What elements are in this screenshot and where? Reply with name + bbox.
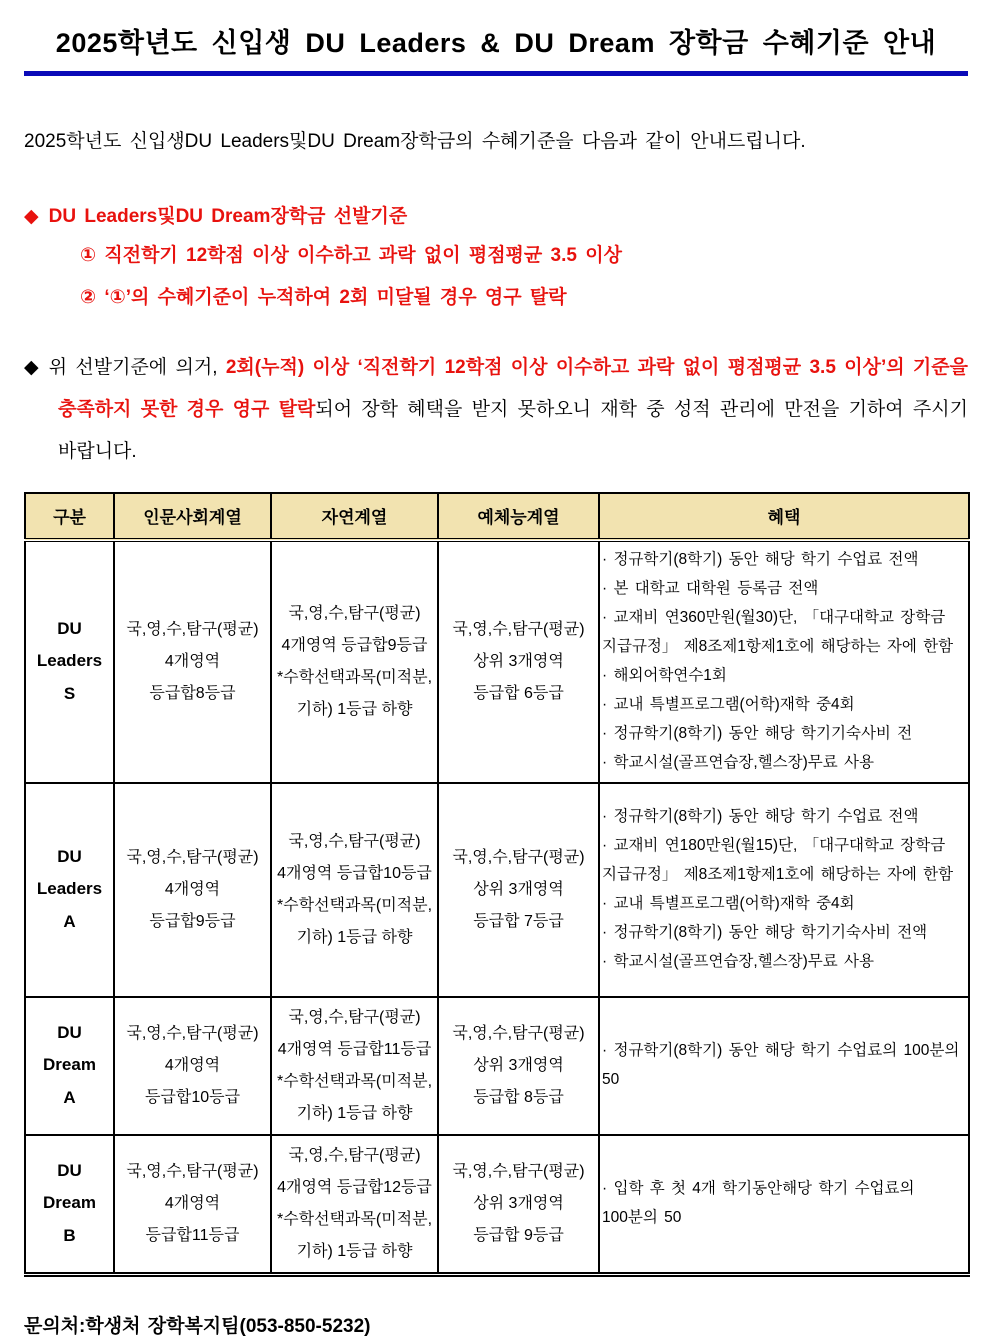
benefit-item: · 본 대학교 대학원 등록금 전액 (602, 579, 819, 597)
cell-line: 4개영역 (164, 880, 221, 898)
criteria-item: ① 직전학기 12학점 이상 이수하고 과락 없이 평점평균 3.5 이상 (80, 245, 622, 267)
cell-line: B (63, 1225, 76, 1245)
benefits-cell (599, 997, 969, 1135)
cell-line: 4개영역 (164, 1194, 221, 1212)
cell-line: DU (57, 847, 82, 867)
natural-sciences-cell (271, 783, 438, 997)
arts-cell (438, 1135, 599, 1275)
arts-cell (438, 540, 599, 783)
benefit-item: · 해외어학연수1회 (602, 666, 727, 684)
cell-line: 4개영역 등급합11등급 (277, 1040, 432, 1058)
cell-line: 등급합8등급 (149, 684, 236, 702)
table-header-row (25, 493, 969, 540)
cell-line: *수학선택과목(미적분, (276, 668, 433, 686)
benefit-item: · 정규학기(8학기) 동안 해당 학기기숙사비 전액 (602, 923, 928, 941)
arts-cell (438, 997, 599, 1135)
natural-sciences-cell (271, 1135, 438, 1275)
cell-line: 기하) 1등급 하향 (296, 928, 413, 946)
benefit-item: · 정규학기(8학기) 동안 해당 학기 수업료의 100분의 50 (602, 1041, 960, 1088)
cell-line: 국,영,수,탐구(평균) (288, 832, 421, 850)
notice-red-text: 2회(누적) 이상 ‘직전학기 12학점 이상 이수하고 과락 없이 평점평균 3.5 이상’의 기준을 충족하지 못한 경우 영구 탈락 (58, 357, 968, 421)
row-name-cell (25, 997, 114, 1135)
cell-line: 국,영,수,탐구(평균) (452, 1162, 585, 1180)
criteria-item: ② ‘①’의 수혜기준이 누적하여 2회 미달될 경우 영구 탈락 (80, 286, 567, 308)
selection-criteria-heading (24, 201, 968, 228)
cell-line: 등급합 8등급 (473, 1088, 564, 1106)
cell-line: 국,영,수,탐구(평균) (288, 1008, 421, 1026)
cell-line: Dream (43, 1055, 96, 1075)
table-header-cell: 예체능계열 (438, 493, 599, 540)
cell-line: 등급합10등급 (144, 1088, 241, 1106)
benefit-item: · 입학 후 첫 4개 학기동안해당 학기 수업료의 100분의 50 (602, 1179, 915, 1226)
benefit-item: · 정규학기(8학기) 동안 해당 학기 수업료 전액 (602, 550, 919, 568)
cell-line: *수학선택과목(미적분, (276, 1210, 433, 1228)
cell-line: 상위 3개영역 (473, 1194, 564, 1212)
cell-line: 4개영역 등급합10등급 (277, 864, 432, 882)
cell-line: 상위 3개영역 (473, 880, 564, 898)
cell-line: 등급합 7등급 (473, 912, 564, 930)
cell-line: 기하) 1등급 하향 (296, 1242, 413, 1260)
title-underline (24, 71, 968, 76)
table-header-cell: 혜택 (599, 493, 969, 540)
cell-line: 상위 3개영역 (473, 652, 564, 670)
natural-sciences-cell (271, 997, 438, 1135)
notice-tail: 되어 장학 혜택을 받지 못하오니 재학 중 성적 관리에 만전을 기하여 주시기 바랍니다. (58, 399, 968, 462)
benefits-cell (599, 1135, 969, 1275)
cell-line: *수학선택과목(미적분, (276, 896, 433, 914)
benefit-item: · 교재비 연360만원(월30)단, 「대구대학교 장학금 지급규정」 제8조제1항제1호에 해당하는 자에 한함 (602, 608, 954, 655)
cell-line: 국,영,수,탐구(평균) (126, 848, 259, 866)
benefit-item: · 교내 특별프로그램(어학)재학 중4회 (602, 695, 855, 713)
notice-paragraph (24, 347, 968, 472)
selection-criteria-items (24, 243, 968, 311)
humanities-cell (114, 783, 271, 997)
benefits-cell (599, 540, 969, 783)
cell-line: 국,영,수,탐구(평균) (452, 848, 585, 866)
humanities-cell (114, 540, 271, 783)
table-row (25, 1135, 969, 1275)
cell-line: 4개영역 (164, 1056, 221, 1074)
notice-lead: 위 선발기준에 의거, (48, 357, 226, 379)
cell-line: 국,영,수,탐구(평균) (126, 620, 259, 638)
cell-line: 등급합9등급 (149, 912, 236, 930)
cell-line: 국,영,수,탐구(평균) (126, 1162, 259, 1180)
row-name-cell (25, 1135, 114, 1275)
table-header-cell: 자연계열 (271, 493, 438, 540)
cell-line: 국,영,수,탐구(평균) (452, 1024, 585, 1042)
arts-cell (438, 783, 599, 997)
cell-line: Leaders (36, 651, 103, 671)
cell-line: 4개영역 등급합9등급 (281, 636, 428, 654)
natural-sciences-cell (271, 540, 438, 783)
benefit-item: · 정규학기(8학기) 동안 해당 학기기숙사비 전 (602, 724, 913, 742)
table-header-cell: 인문사회계열 (114, 493, 271, 540)
cell-line: 상위 3개영역 (473, 1056, 564, 1074)
humanities-cell (114, 997, 271, 1135)
cell-line: Leaders (36, 879, 103, 899)
humanities-cell (114, 1135, 271, 1275)
row-name-cell (25, 540, 114, 783)
cell-line: 등급합11등급 (145, 1226, 240, 1244)
cell-line: A (63, 1087, 76, 1107)
table-header-cell: 구분 (25, 493, 114, 540)
benefit-item: · 학교시설(골프연습장,헬스장)무료 사용 (602, 952, 874, 970)
benefit-item: · 교내 특별프로그램(어학)재학 중4회 (602, 894, 855, 912)
cell-line: DU (57, 1161, 82, 1181)
cell-line: Dream (43, 1193, 96, 1213)
cell-line: DU (57, 619, 82, 639)
cell-line: 국,영,수,탐구(평균) (288, 1146, 421, 1164)
cell-line: 등급합 6등급 (473, 684, 564, 702)
cell-line: 국,영,수,탐구(평균) (288, 604, 421, 622)
table-row (25, 540, 969, 783)
page-title: 2025학년도 신입생 DU Leaders & DU Dream 장학금 수혜기준 안내 (55, 28, 937, 58)
scholarship-table (24, 492, 970, 1277)
intro-paragraph: 2025학년도 신입생DU Leaders및DU Dream장학금의 수혜기준을 다음과 같이 안내드립니다. (24, 131, 806, 153)
red-diamond-icon: ◆ (24, 206, 39, 228)
benefit-item: · 학교시설(골프연습장,헬스장)무료 사용 (602, 753, 874, 771)
cell-line: 등급합 9등급 (473, 1226, 564, 1244)
cell-line: 기하) 1등급 하향 (296, 1104, 413, 1122)
cell-line: *수학선택과목(미적분, (276, 1072, 433, 1090)
table-row (25, 783, 969, 997)
benefits-cell (599, 783, 969, 997)
contact-info: 문의처:학생처 장학복지팀(053-850-5232) (24, 1315, 371, 1337)
cell-line: S (63, 683, 76, 703)
cell-line: A (63, 911, 76, 931)
black-diamond-icon: ◆ (24, 357, 39, 379)
cell-line: 기하) 1등급 하향 (296, 700, 413, 718)
selection-criteria-title: DU Leaders및DU Dream장학금 선발기준 (48, 206, 408, 228)
cell-line: DU (57, 1023, 82, 1043)
table-row (25, 997, 969, 1135)
cell-line: 국,영,수,탐구(평균) (452, 620, 585, 638)
benefit-item: · 교재비 연180만원(월15)단, 「대구대학교 장학금 지급규정」 제8조제1항제1호에 해당하는 자에 한함 (602, 836, 954, 883)
cell-line: 4개영역 (164, 652, 221, 670)
row-name-cell (25, 783, 114, 997)
benefit-item: · 정규학기(8학기) 동안 해당 학기 수업료 전액 (602, 807, 919, 825)
cell-line: 4개영역 등급합12등급 (277, 1178, 432, 1196)
cell-line: 국,영,수,탐구(평균) (126, 1024, 259, 1042)
